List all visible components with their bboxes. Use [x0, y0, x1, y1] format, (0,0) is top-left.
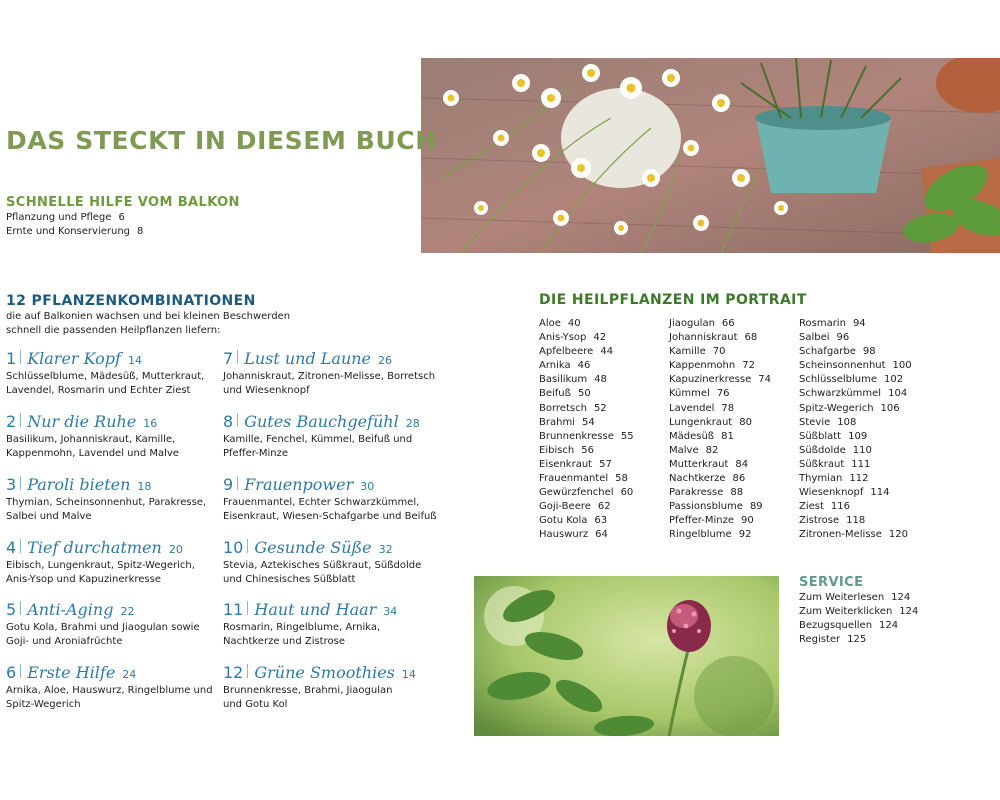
- combination-title: Gutes Bauchgefühl: [244, 412, 399, 431]
- service-list: [799, 591, 918, 647]
- plant-entry[interactable]: Ziest 116: [799, 501, 851, 513]
- combination-entry[interactable]: [6, 349, 221, 398]
- combination-header: [6, 412, 221, 431]
- plant-entry[interactable]: Brahmi 54: [539, 416, 595, 428]
- combination-title: Paroli bieten: [27, 475, 131, 494]
- plant-entry[interactable]: Süßblatt 109: [799, 430, 868, 442]
- page-number: 28: [405, 417, 420, 430]
- combination-title: Lust und Laune: [244, 349, 372, 368]
- combination-header: [223, 538, 438, 557]
- plant-entry[interactable]: Scheinsonnenhut 100: [799, 360, 912, 372]
- list-item[interactable]: Bezugsquellen 124: [799, 620, 899, 631]
- plant-entry[interactable]: Basilikum 48: [539, 374, 607, 386]
- divider: [20, 476, 21, 490]
- combination-header: [6, 349, 221, 368]
- plant-entry[interactable]: Gewürzfenchel 60: [539, 487, 634, 499]
- combination-title: Erste Hilfe: [27, 663, 116, 682]
- page-number: 18: [137, 480, 152, 493]
- plant-entry[interactable]: Nachtkerze 86: [669, 473, 746, 485]
- plant-entry[interactable]: Arnika 46: [539, 360, 591, 372]
- combination-number: 1: [6, 349, 17, 368]
- combination-header: [6, 600, 221, 619]
- combination-title: Tief durchatmen: [27, 538, 162, 557]
- combination-header: [6, 538, 221, 557]
- portrait-column-2: [669, 317, 771, 543]
- plant-entry[interactable]: Beifuß 50: [539, 388, 591, 400]
- list-item[interactable]: Ernte und Konservierung 8: [6, 226, 144, 237]
- plant-entry[interactable]: Jiaogulan 66: [669, 318, 735, 329]
- combination-number: 6: [6, 663, 17, 682]
- combination-title: Gesunde Süße: [254, 538, 372, 557]
- plant-entry[interactable]: Borretsch 52: [539, 402, 607, 414]
- plant-entry[interactable]: Ringelblume 92: [669, 529, 752, 541]
- combination-header: [6, 663, 221, 682]
- page-number: 26: [378, 354, 393, 367]
- portrait-heading: DIE HEILPFLANZEN IM PORTRAIT: [539, 292, 807, 308]
- plant-entry[interactable]: Mutterkraut 84: [669, 458, 749, 470]
- combination-number: 8: [223, 412, 234, 431]
- combination-description: Kamille, Fenchel, Kümmel, Beifuß und Pfeffer-Minze: [223, 434, 413, 459]
- combination-number: 3: [6, 475, 17, 494]
- page-number: 14: [401, 668, 416, 681]
- divider: [20, 664, 21, 678]
- plant-entry[interactable]: Lavendel 78: [669, 402, 735, 414]
- list-item[interactable]: Zum Weiterklicken 124: [799, 606, 919, 617]
- page-number: 24: [122, 668, 137, 681]
- kombinationen-intro: die auf Balkonien wachsen und bei kleinen Beschwerden schnell die passenden Heilpflanzen liefern:: [6, 311, 291, 336]
- plant-entry[interactable]: Süßkraut 111: [799, 458, 871, 470]
- combination-header: [223, 349, 438, 368]
- service-heading: SERVICE: [799, 575, 864, 590]
- plant-entry[interactable]: Aloe 40: [539, 318, 581, 329]
- divider: [247, 664, 248, 678]
- portrait-column-1: [539, 317, 634, 543]
- combination-title: Haut und Haar: [254, 600, 377, 619]
- plant-entry[interactable]: Johanniskraut 68: [669, 332, 758, 344]
- plant-entry[interactable]: Mädesüß 81: [669, 430, 734, 442]
- plant-entry[interactable]: Lungenkraut 80: [669, 416, 752, 428]
- combination-description: Arnika, Aloe, Hauswurz, Ringelblume und Spitz-Wegerich: [6, 685, 213, 710]
- plant-entry[interactable]: Schlüsselblume 102: [799, 374, 904, 386]
- plant-entry[interactable]: Kamille 70: [669, 346, 726, 358]
- divider: [20, 350, 21, 364]
- combination-header: [223, 663, 438, 682]
- combination-title: Klarer Kopf: [27, 349, 121, 368]
- divider: [237, 476, 238, 490]
- divider: [20, 539, 21, 553]
- kombinationen-heading: 12 PFLANZENKOMBINATIONEN: [6, 293, 256, 309]
- plant-entry[interactable]: Gotu Kola 63: [539, 515, 608, 527]
- divider: [20, 413, 21, 427]
- plant-entry[interactable]: Frauenmantel 58: [539, 473, 628, 485]
- portrait-column-3: [799, 317, 912, 543]
- list-item[interactable]: Pflanzung und Pflege 6: [6, 212, 125, 223]
- plant-entry[interactable]: Apfelbeere 44: [539, 346, 614, 358]
- plant-entry[interactable]: Goji-Beere 62: [539, 501, 611, 513]
- combination-entry[interactable]: [6, 538, 221, 587]
- schnelle-hilfe-heading: SCHNELLE HILFE VOM BALKON: [6, 195, 240, 210]
- divider: [237, 413, 238, 427]
- plant-entry[interactable]: Brunnenkresse 55: [539, 430, 634, 442]
- combination-entry[interactable]: [6, 475, 221, 524]
- chamomile-pots-photo: [421, 58, 1000, 253]
- page-number: 34: [383, 605, 398, 618]
- combination-entry[interactable]: [223, 349, 438, 398]
- schnelle-hilfe-list: [6, 211, 143, 239]
- combination-entry[interactable]: [223, 663, 438, 712]
- combination-header: [223, 475, 438, 494]
- page-number: 30: [360, 480, 375, 493]
- combination-entry[interactable]: [6, 412, 221, 461]
- combination-description: Gotu Kola, Brahmi und Jiaogulan sowie Goji- und Aroniafrüchte: [6, 622, 200, 647]
- plant-entry[interactable]: Zistrose 118: [799, 515, 866, 527]
- combination-title: Frauenpower: [244, 475, 354, 494]
- plant-entry[interactable]: Anis-Ysop 42: [539, 332, 607, 344]
- plant-entry[interactable]: Schafgarbe 98: [799, 346, 876, 358]
- plant-entry[interactable]: Stevie 108: [799, 416, 857, 428]
- combination-number: 7: [223, 349, 234, 368]
- combination-number: 2: [6, 412, 17, 431]
- divider: [247, 601, 248, 615]
- plant-entry[interactable]: Kappenmohn 72: [669, 360, 755, 372]
- combination-entry[interactable]: [223, 538, 438, 587]
- combination-description: Brunnenkresse, Brahmi, Jiaogulan und Gotu Kol: [223, 685, 393, 710]
- plant-entry[interactable]: Schwarzkümmel 104: [799, 388, 908, 400]
- page-number: 22: [120, 605, 135, 618]
- plant-entry[interactable]: Kümmel 76: [669, 388, 730, 400]
- plant-entry[interactable]: Hauswurz 64: [539, 529, 608, 541]
- plant-entry[interactable]: Malve 82: [669, 444, 719, 456]
- divider: [20, 601, 21, 615]
- combination-number: 10: [223, 538, 244, 557]
- list-item[interactable]: Register 125: [799, 634, 867, 645]
- plant-entry[interactable]: Passionsblume 89: [669, 501, 763, 513]
- plant-entry[interactable]: Zitronen-Melisse 120: [799, 529, 908, 541]
- combination-description: Stevia, Aztekisches Süßkraut, Süßdolde und Chinesisches Süßblatt: [223, 560, 422, 585]
- combination-number: 4: [6, 538, 17, 557]
- page-number: 16: [143, 417, 158, 430]
- combination-description: Rosmarin, Ringelblume, Arnika, Nachtkerze und Zistrose: [223, 622, 381, 647]
- divider: [237, 350, 238, 364]
- plant-entry[interactable]: Rosmarin 94: [799, 318, 866, 329]
- plant-entry[interactable]: Wiesenknopf 114: [799, 487, 890, 499]
- plant-entry[interactable]: Süßdolde 110: [799, 444, 872, 456]
- combination-description: Johanniskraut, Zitronen-Melisse, Borretsch und Wiesenknopf: [223, 371, 436, 396]
- combination-entry[interactable]: [223, 600, 438, 649]
- combination-number: 5: [6, 600, 17, 619]
- combination-header: [223, 412, 438, 431]
- combination-header: [223, 600, 438, 619]
- combination-header: [6, 475, 221, 494]
- divider: [247, 539, 248, 553]
- plant-entry[interactable]: Salbei 96: [799, 332, 850, 344]
- combination-entry[interactable]: [223, 412, 438, 461]
- list-item[interactable]: Zum Weiterlesen 124: [799, 592, 911, 603]
- page-number: 32: [378, 543, 393, 556]
- combination-entry[interactable]: [6, 600, 221, 649]
- combination-description: Frauenmantel, Echter Schwarzkümmel, Eisenkraut, Wiesen-Schafgarbe und Beifuß: [223, 497, 437, 522]
- combination-description: Schlüsselblume, Mädesüß, Mutterkraut, Lavendel, Rosmarin und Echter Ziest: [6, 371, 205, 396]
- page-title: DAS STECKT IN DIESEM BUCH: [6, 126, 437, 155]
- plant-entry[interactable]: Thymian 112: [799, 473, 869, 485]
- combination-title: Anti-Aging: [27, 600, 114, 619]
- combination-description: Eibisch, Lungenkraut, Spitz-Wegerich, Anis-Ysop und Kapuzinerkresse: [6, 560, 195, 585]
- page-number: 14: [127, 354, 142, 367]
- wiesenknopf-flower-photo: [474, 576, 779, 736]
- combination-description: Basilikum, Johanniskraut, Kamille, Kappenmohn, Lavendel und Malve: [6, 434, 179, 459]
- combination-title: Nur die Ruhe: [27, 412, 137, 431]
- plant-entry[interactable]: Eisenkraut 57: [539, 458, 612, 470]
- combination-number: 11: [223, 600, 244, 619]
- plant-entry[interactable]: Kapuzinerkresse 74: [669, 374, 771, 386]
- combination-number: 12: [223, 663, 244, 682]
- plant-entry[interactable]: Pfeffer-Minze 90: [669, 515, 754, 527]
- page-number: 20: [168, 543, 183, 556]
- combination-title: Grüne Smoothies: [254, 663, 395, 682]
- combination-number: 9: [223, 475, 234, 494]
- combination-entry[interactable]: [6, 663, 221, 712]
- plant-entry[interactable]: Eibisch 56: [539, 444, 595, 456]
- plant-entry[interactable]: Parakresse 88: [669, 487, 744, 499]
- plant-entry[interactable]: Spitz-Wegerich 106: [799, 402, 900, 414]
- combination-description: Thymian, Scheinsonnenhut, Parakresse, Salbei und Malve: [6, 497, 207, 522]
- combination-entry[interactable]: [223, 475, 438, 524]
